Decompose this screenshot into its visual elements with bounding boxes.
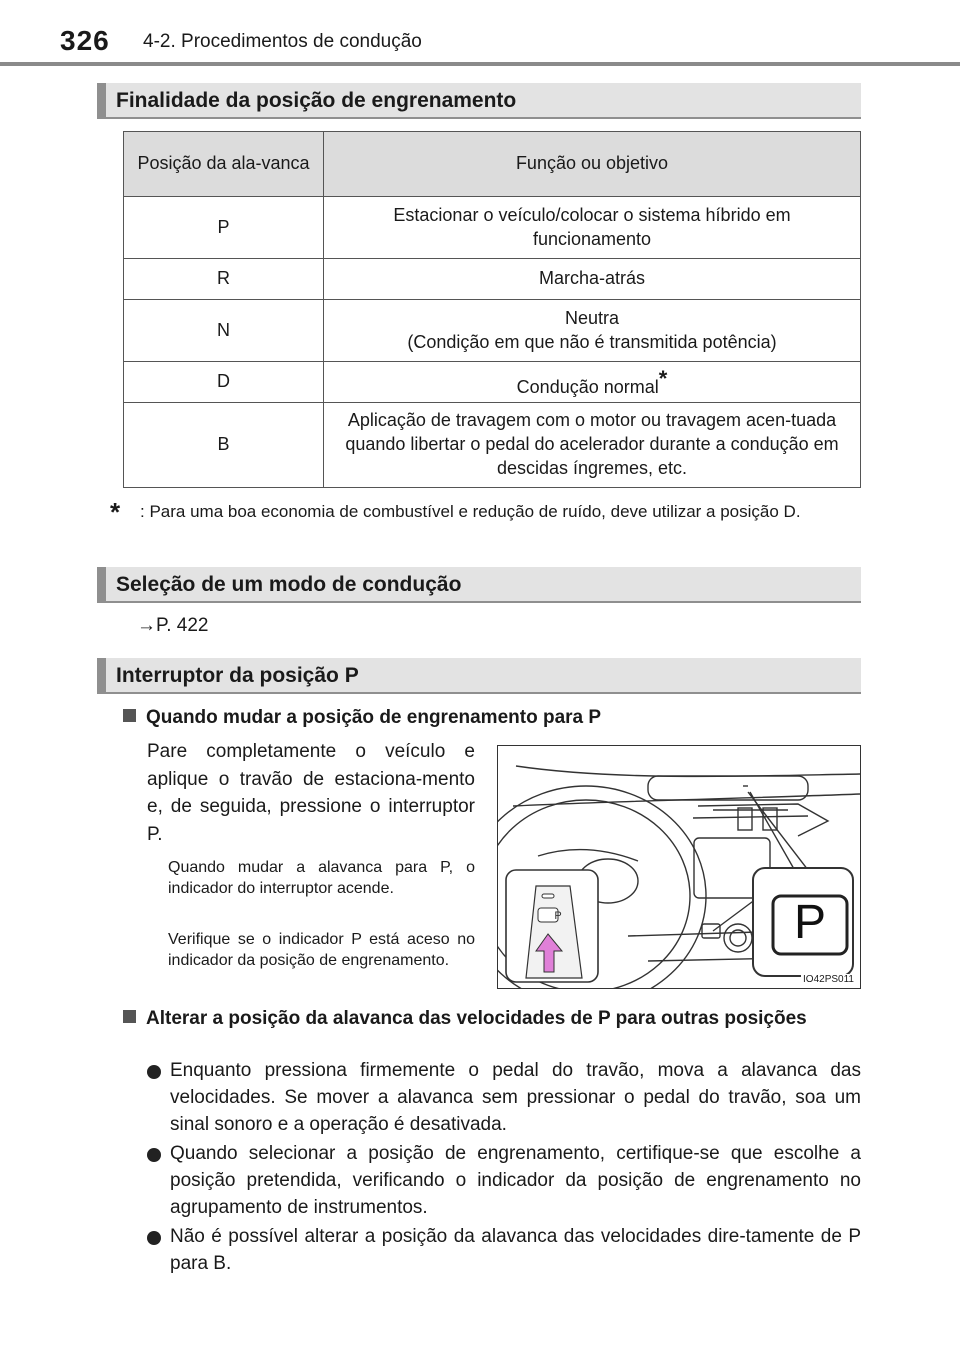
section-heading-gear-purpose: Finalidade da posição de engrenamento <box>97 83 861 119</box>
footnote <box>110 497 860 527</box>
cell-function-line2: (Condição em que não é transmitida potência) <box>407 331 777 352</box>
chapter-title: 4-2. Procedimentos de condução <box>143 31 422 52</box>
list-item-text: Enquanto pressiona firmemente o pedal do travão, mova a alavanca das velocidades. Se mover a alavanca sem pressionar o pedal do travão, soa um sinal sonoro e a operação é desativada. <box>170 1060 861 1135</box>
table-row <box>124 403 861 488</box>
cell-function <box>324 300 861 362</box>
table-row <box>124 197 861 259</box>
bullet-dot-icon <box>147 1231 161 1245</box>
cell-function: Estacionar o veículo/colocar o sistema híbrido em funcionamento <box>324 197 861 259</box>
cell-position: D <box>124 362 324 403</box>
p-button-label: P <box>793 896 826 949</box>
page-number: 326 <box>60 25 110 56</box>
subheading-shift-from-p <box>123 1006 861 1033</box>
figure-code: IO42PS011 <box>803 974 854 985</box>
cell-position: B <box>124 403 324 488</box>
list-item-text: Quando selecionar a posição de engrenamento, certifique-se que escolhe a posição pretendida, verificando o indicador da posição de engrenamento no agrupamento de instrumentos. <box>170 1142 861 1218</box>
list-item <box>147 1224 861 1278</box>
table-row <box>124 259 861 300</box>
cell-function <box>324 362 861 403</box>
note-indicator-lights: Quando mudar a alavanca para P, o indicador do interruptor acende. <box>168 859 475 897</box>
square-bullet-icon <box>123 1010 136 1023</box>
p-switch-paragraph: Pare completamente o veículo e aplique o travão de estaciona-mento e, de seguida, pressione o interruptor P. <box>147 741 475 845</box>
subheading-shift-to-p <box>123 705 601 732</box>
table-header-row <box>124 132 861 197</box>
cell-function: Aplicação de travagem com o motor ou travagem acen-tuada quando libertar o pedal do acelerador durante a condução em descidas íngremes, etc. <box>324 403 861 488</box>
column-header-function: Função ou objetivo <box>324 132 861 197</box>
table-row <box>124 300 861 362</box>
subheading-text: Alterar a posição da alavanca das velocidades de P para outras posições <box>146 1008 807 1029</box>
cell-function: Marcha-atrás <box>324 259 861 300</box>
small-p-label: P <box>554 910 562 922</box>
list-item-text: Não é possível alterar a posição da alavanca das velocidades dire-tamente de P para B. <box>170 1225 861 1274</box>
cell-position: N <box>124 300 324 362</box>
list-item <box>147 1141 861 1222</box>
list-item <box>147 1058 861 1139</box>
subheading-text: Quando mudar a posição de engrenamento para P <box>146 707 602 728</box>
gear-position-table <box>123 131 861 488</box>
column-header-position: Posição da ala-vanca <box>124 132 324 197</box>
p-switch-illustration <box>497 745 861 989</box>
cell-function-line1: Neutra <box>564 307 620 328</box>
note-verify-indicator: Verifique se o indicador P está aceso no indicador da posição de engrenamento. <box>168 931 475 969</box>
page-reference-link[interactable]: →P. 422 <box>137 615 209 636</box>
square-bullet-icon <box>123 709 136 722</box>
bullet-dot-icon <box>147 1148 161 1162</box>
cell-function-text: Condução normal <box>516 377 659 398</box>
shift-instructions-list <box>147 1058 861 1280</box>
footnote-text: : Para uma boa economia de combustível e redução de ruído, deve utilizar a posição D. <box>140 502 801 521</box>
header-rule <box>0 62 960 66</box>
footnote-star: * <box>110 497 121 527</box>
table-row <box>124 362 861 403</box>
footnote-mark: * <box>658 366 668 392</box>
bullet-dot-icon <box>147 1065 161 1079</box>
section-heading-p-switch: Interruptor da posição P <box>97 658 861 694</box>
cell-position: P <box>124 197 324 259</box>
cell-position: R <box>124 259 324 300</box>
section-heading-drive-mode: Seleção de um modo de condução <box>97 567 861 603</box>
